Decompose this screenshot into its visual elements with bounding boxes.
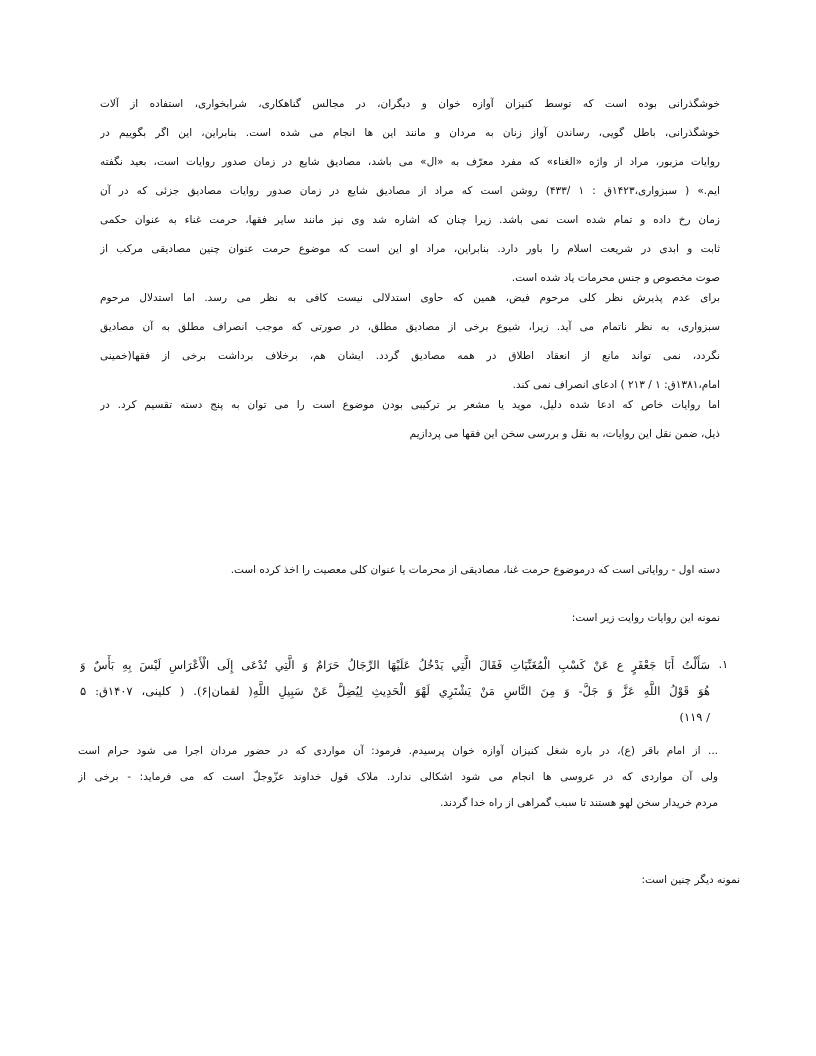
hadith-quote	[80, 655, 728, 733]
hadith-line: سَأَلْتُ أَبَا جَعْفَرٍ ع عَنْ كَسْبِ الْمُغَنِّيَاتِ فَقَالَ الَّتِي يَدْخُلُ عَلَيْهَا الرِّجَالُ حَرَامٌ وَ الَّتِي تُدْعَى إِلَى الْأَعْرَاسِ لَيْسَ بِهِ بَأْسٌ وَ	[80, 658, 710, 672]
text-line: خوشگذرانی، باطل گویی، رساندن آواز زنان به مردان و مانند این ها انجام می شده است. بنابراین، این اگر بگوییم در	[100, 127, 720, 139]
hadith-line: / ۱۱۹)	[679, 710, 710, 724]
examples-heading	[100, 610, 720, 639]
another-example-text: نمونه دیگر چنین است:	[641, 874, 740, 886]
text-line: روایات مزبور، مراد از واژه «الغناء» که مفرد معرّف به «ال» می باشد، مصادیق شایع در زمان صدور روایات است، بعید نگفته	[100, 156, 720, 168]
translation-line: ... از امام باقر (ع)، در باره شغل کنیزان آوازه خوان پرسیدم. فرمود: آن مواردی که در حضور مردان اجرا می شود حرام است	[78, 745, 718, 757]
text-line: نگردد، نمی تواند مانع از انعقاد اطلاق در همه مصادیق گردد. ایشان هم، برخلاف برداشت برخی از فقها(خمینی	[100, 350, 720, 362]
text-line: ذیل، ضمن نقل این روایات، به نقل و بررسی سخن این فقها می پردازیم	[409, 428, 720, 440]
text-line: زمان رخ داده و تمام شده است نمی باشد. زیرا چنان که اشاره شد وی نیز مانند سایر فقها، حرمت غناء به عنوان حکمی	[100, 214, 720, 226]
text-line: صوت مخصوص و جنس محرمات یاد شده است.	[511, 272, 720, 284]
section-heading-text: دسته اول - روایاتی است که درموضوع حرمت غنا، مصادیقی از محرمات یا عنوان کلی معصیت را اخذ کرده است.	[230, 564, 720, 576]
hadith-line: هُوَ قَوْلُ اللَّهِ عَزَّ وَ جَلَّ- وَ مِنَ النَّاسِ مَنْ يَشْتَرِي لَهْوَ الْحَدِيثِ لِيُضِلَّ عَنْ سَبِيلِ اللَّهِ( لقمان|۶). ( کلینی، ۱۴۰۷ق: ۵	[80, 684, 710, 698]
text-line: ایم.» ( سبزواری،۱۴۲۳ق : ۱ /۴۳۳) روشن است که مراد از مصادیق شایع در زمان صدور روایات مصادیق جزئی که در آن	[100, 185, 720, 197]
text-line: امام،۱۳۸۱ق: ۱ / ۲۱۳ ) ادعای انصراف نمی کند.	[512, 379, 720, 391]
text-line: ثابت و ابدی در شریعت اسلام را باور دارد. بنابراین، مراد او این است که موضوع حرمت عنوان چنین مصادیقی مرکب از	[100, 243, 720, 255]
section-heading	[100, 562, 720, 591]
text-line: برای عدم پذیرش نظر کلی مرحوم فیض، همین که حاوی استدلالی نیست کافی به نظر می رسد. اما استدلال مرحوم	[100, 292, 720, 304]
text-line: سبزواری، به نظر ناتمام می آید. زیرا، شیوع برخی از مصادیق مطلق، در صورتی که موجب انصراف مطلق به آن مصادیق	[100, 321, 720, 333]
hadith-number: ۱.	[718, 658, 728, 671]
translation-line: ولی آن مواردی که در عروسی ها انجام می شود اشکالی ندارد. ملاک قول خداوند عزّوجلّ است که می فرماید: - برخی از	[78, 771, 718, 783]
hadith-translation	[78, 743, 718, 821]
text-line: خوشگذرانی بوده است که توسط کنیزان آوازه خوان و دیگران، در مجالس گناهکاری، شرابخواری، استفاده از آلات	[100, 98, 720, 110]
intro-paragraphs	[100, 96, 720, 455]
another-example-heading	[100, 872, 740, 901]
translation-line: مردم خریدار سخن لهو هستند تا سبب گمراهی از راه خدا گردند.	[440, 797, 718, 809]
examples-heading-text: نمونه این روایات روایت زیر است:	[571, 612, 720, 624]
text-line: اما روایات خاص که ادعا شده دلیل، موید یا مشعر بر ترکیبی بودن موضوع است را می توان به پنج دسته تقسیم کرد. در	[100, 399, 720, 411]
